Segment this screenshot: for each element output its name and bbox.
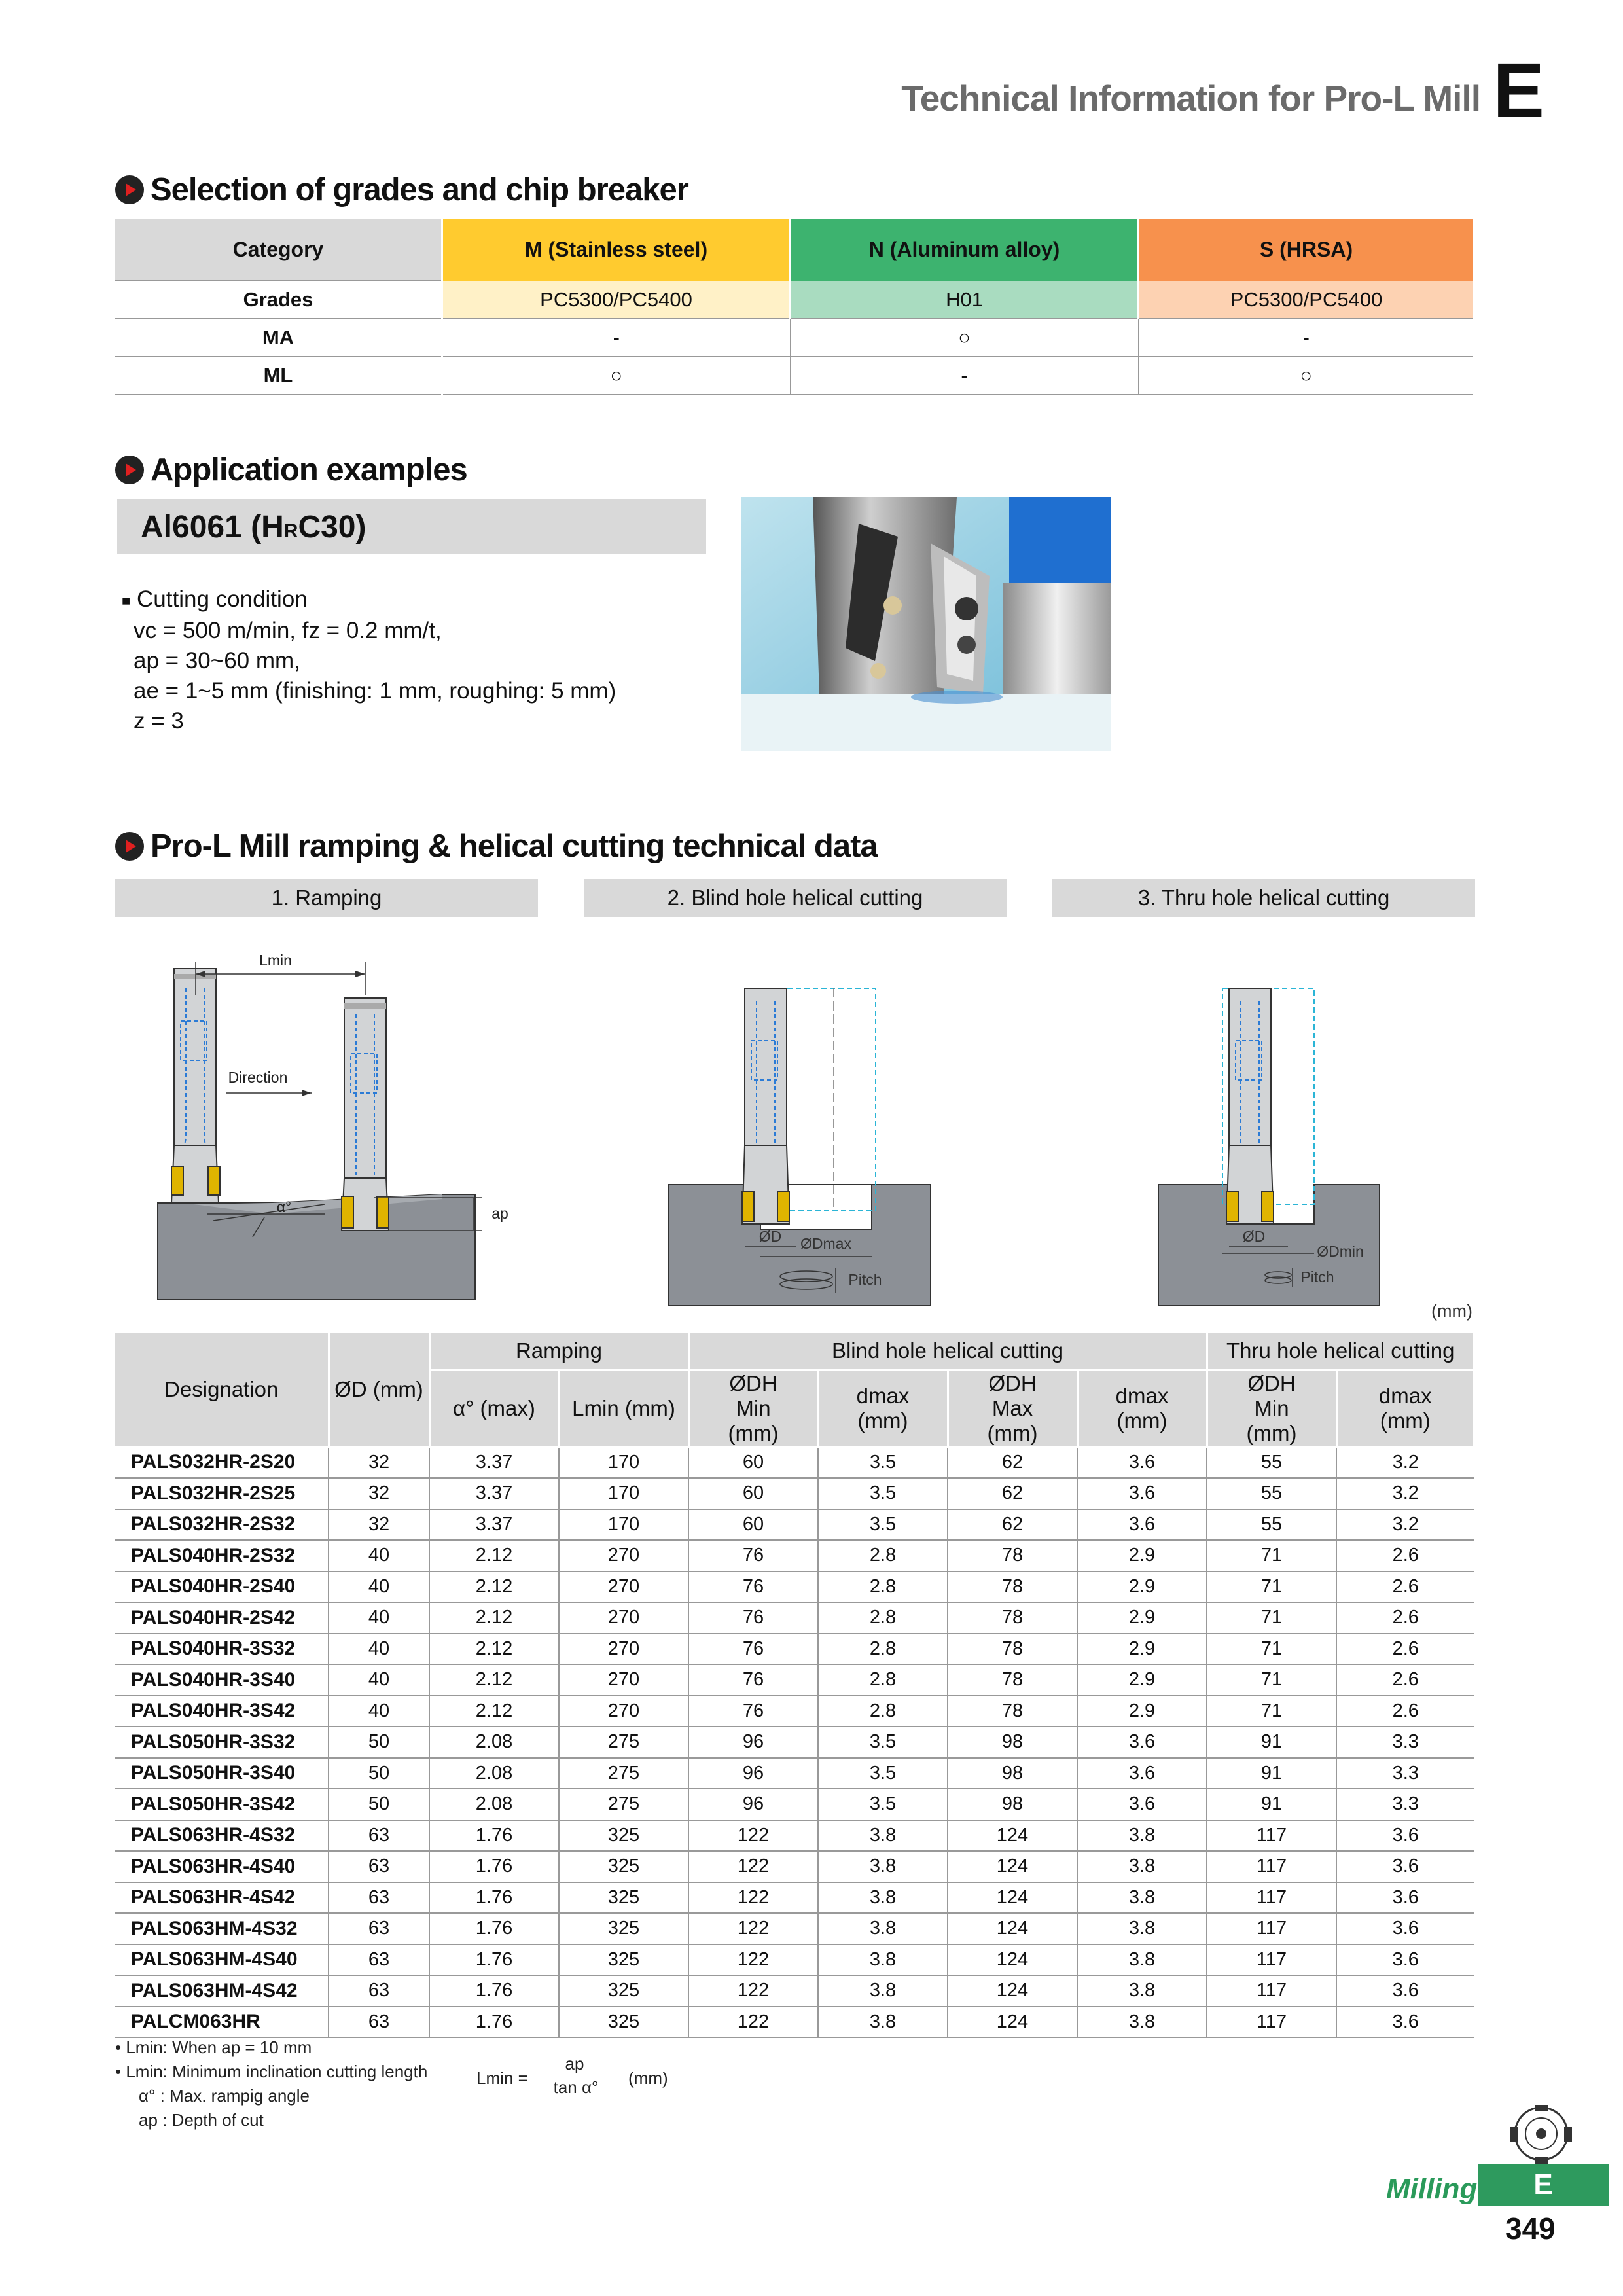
value-cell: 91	[1207, 1789, 1336, 1820]
cutter-icon	[1505, 2101, 1577, 2166]
value-cell: 2.8	[818, 1540, 948, 1571]
footer-chapter-tab: E	[1478, 2164, 1609, 2206]
value-cell: 32	[329, 1446, 429, 1478]
value-cell: 50	[329, 1727, 429, 1758]
designation-cell: PALS040HR-3S42	[115, 1696, 329, 1727]
value-cell: 2.8	[818, 1634, 948, 1665]
value-cell: 2.8	[818, 1602, 948, 1634]
table-row	[115, 1540, 1474, 1571]
value-cell: 96	[688, 1789, 818, 1820]
grades-cell: -	[1139, 319, 1474, 357]
value-cell: 2.12	[429, 1540, 559, 1571]
value-cell: 2.12	[429, 1602, 559, 1634]
unit-label: (mm)	[1431, 1301, 1472, 1321]
condition-line: vc = 500 m/min, fz = 0.2 mm/t,	[134, 617, 442, 643]
value-cell: 124	[948, 1820, 1077, 1852]
value-cell: 117	[1207, 1913, 1336, 1945]
value-cell: 3.6	[1077, 1446, 1207, 1478]
thru-hole-diagram	[1052, 923, 1475, 1309]
value-cell: 63	[329, 1975, 429, 2007]
designation-cell: PALS040HR-3S40	[115, 1664, 329, 1696]
value-cell: 1.76	[429, 1851, 559, 1882]
value-cell: 1.76	[429, 1820, 559, 1852]
grades-cell: H01	[791, 281, 1139, 319]
value-cell: 60	[688, 1509, 818, 1541]
value-cell: 3.8	[1077, 1913, 1207, 1945]
value-cell: 275	[559, 1789, 688, 1820]
value-cell: 62	[948, 1446, 1077, 1478]
value-cell: 3.5	[818, 1446, 948, 1478]
value-cell: 2.9	[1077, 1664, 1207, 1696]
value-cell: 2.12	[429, 1571, 559, 1603]
note-line: • Lmin: Minimum inclination cutting length	[115, 2062, 428, 2081]
value-cell: 117	[1207, 2007, 1336, 2038]
value-cell: 170	[559, 1509, 688, 1541]
table-row	[115, 1509, 1474, 1541]
grades-cell: PC5300/PC5400	[1139, 281, 1474, 319]
subheader-cell: ØDH Min (mm)	[1207, 1370, 1336, 1446]
label-direction: Direction	[228, 1069, 288, 1086]
label-ap: ap	[491, 1205, 508, 1222]
tool-shank	[344, 998, 386, 1178]
value-cell: 122	[688, 1913, 818, 1945]
value-cell: 63	[329, 1851, 429, 1882]
value-cell: 76	[688, 1664, 818, 1696]
grades-header-cell: M (Stainless steel)	[442, 219, 791, 281]
designation-cell: PALS063HR-4S32	[115, 1820, 329, 1852]
value-cell: 78	[948, 1634, 1077, 1665]
value-cell: 32	[329, 1509, 429, 1541]
value-cell: 3.6	[1077, 1789, 1207, 1820]
designation-cell: PALS040HR-2S32	[115, 1540, 329, 1571]
value-cell: 170	[559, 1446, 688, 1478]
grades-cell: PC5300/PC5400	[442, 281, 791, 319]
value-cell: 3.8	[1077, 1882, 1207, 1914]
value-cell: 2.9	[1077, 1571, 1207, 1603]
value-cell: 270	[559, 1540, 688, 1571]
table-row	[115, 1820, 1474, 1852]
value-cell: 3.2	[1336, 1478, 1474, 1509]
label-od: ØD	[758, 1228, 782, 1245]
value-cell: 3.6	[1077, 1509, 1207, 1541]
page-header-title: Technical Information for Pro-L Mill	[901, 78, 1480, 118]
value-cell: 71	[1207, 1664, 1336, 1696]
value-cell: 3.6	[1077, 1758, 1207, 1789]
value-cell: 2.6	[1336, 1540, 1474, 1571]
subheader-cell: ØDH Max (mm)	[948, 1370, 1077, 1446]
value-cell: 55	[1207, 1478, 1336, 1509]
material-label: Al6061 (HRC30)	[141, 509, 366, 545]
designation-cell: PALS040HR-2S42	[115, 1602, 329, 1634]
grades-row	[115, 281, 1474, 319]
grades-cell: ○	[1139, 357, 1474, 395]
insert	[742, 1191, 754, 1221]
value-cell: 71	[1207, 1634, 1336, 1665]
condition-title: ■ Cutting condition	[122, 586, 308, 612]
chapter-letter: E	[1493, 48, 1544, 134]
value-cell: 122	[688, 1975, 818, 2007]
designation-cell: PALS040HR-2S40	[115, 1571, 329, 1603]
table-row	[115, 1696, 1474, 1727]
grades-cell: ○	[791, 319, 1139, 357]
value-cell: 2.9	[1077, 1602, 1207, 1634]
value-cell: 78	[948, 1540, 1077, 1571]
technical-data-table	[115, 1333, 1475, 2038]
value-cell: 3.37	[429, 1509, 559, 1541]
value-cell: 270	[559, 1696, 688, 1727]
value-cell: 3.5	[818, 1789, 948, 1820]
value-cell: 40	[329, 1540, 429, 1571]
value-cell: 3.8	[818, 1945, 948, 1976]
grades-header-cell: Category	[115, 219, 442, 281]
value-cell: 124	[948, 1945, 1077, 1976]
designation-cell: PALS040HR-3S32	[115, 1634, 329, 1665]
value-cell: 40	[329, 1602, 429, 1634]
header-od: ØD (mm)	[329, 1333, 429, 1446]
value-cell: 3.8	[1077, 2007, 1207, 2038]
table-row	[115, 1913, 1474, 1945]
value-cell: 2.08	[429, 1789, 559, 1820]
value-cell: 71	[1207, 1696, 1336, 1727]
page-number: 349	[1505, 2212, 1556, 2246]
subheader-cell: dmax (mm)	[1336, 1370, 1474, 1446]
table-row	[115, 1758, 1474, 1789]
grades-cell: ○	[442, 357, 791, 395]
value-cell: 76	[688, 1602, 818, 1634]
value-cell: 3.8	[1077, 1975, 1207, 2007]
value-cell: 40	[329, 1696, 429, 1727]
section-title-grades: Selection of grades and chip breaker	[115, 171, 688, 208]
value-cell: 3.2	[1336, 1446, 1474, 1478]
value-cell: 60	[688, 1446, 818, 1478]
value-cell: 76	[688, 1634, 818, 1665]
designation-cell: PALS063HR-4S40	[115, 1851, 329, 1882]
header-blind-hole: Blind hole helical cutting	[688, 1333, 1207, 1370]
value-cell: 124	[948, 1975, 1077, 2007]
note-line: α° : Max. rampig angle	[139, 2086, 310, 2106]
subheader-cell: dmax (mm)	[1077, 1370, 1207, 1446]
designation-cell: PALS050HR-3S42	[115, 1789, 329, 1820]
value-cell: 117	[1207, 1882, 1336, 1914]
value-cell: 122	[688, 2007, 818, 2038]
value-cell: 117	[1207, 1851, 1336, 1882]
value-cell: 2.8	[818, 1571, 948, 1603]
value-cell: 325	[559, 1975, 688, 2007]
value-cell: 3.6	[1336, 1975, 1474, 2007]
value-cell: 2.6	[1336, 1634, 1474, 1665]
value-cell: 117	[1207, 1945, 1336, 1976]
table-row	[115, 1446, 1474, 1478]
grades-row	[115, 319, 1474, 357]
value-cell: 3.5	[818, 1478, 948, 1509]
value-cell: 78	[948, 1602, 1077, 1634]
value-cell: 76	[688, 1696, 818, 1727]
table-notes	[115, 2036, 427, 2132]
label-odmax: ØDmax	[800, 1235, 851, 1252]
value-cell: 78	[948, 1696, 1077, 1727]
value-cell: 2.12	[429, 1664, 559, 1696]
condition-line: ap = 30~60 mm,	[134, 647, 300, 673]
value-cell: 2.8	[818, 1664, 948, 1696]
value-cell: 3.8	[818, 1913, 948, 1945]
value-cell: 325	[559, 1913, 688, 1945]
condition-line: z = 3	[134, 708, 184, 734]
section-bullet-icon	[115, 832, 144, 861]
designation-cell: PALS050HR-3S32	[115, 1727, 329, 1758]
designation-cell: PALCM063HR	[115, 2007, 329, 2038]
grades-row-label: Grades	[115, 281, 442, 319]
value-cell: 270	[559, 1602, 688, 1634]
value-cell: 122	[688, 1851, 818, 1882]
value-cell: 2.6	[1336, 1664, 1474, 1696]
value-cell: 122	[688, 1945, 818, 1976]
note-line: ap : Depth of cut	[139, 2110, 264, 2130]
value-cell: 55	[1207, 1509, 1336, 1541]
value-cell: 71	[1207, 1540, 1336, 1571]
value-cell: 40	[329, 1571, 429, 1603]
value-cell: 98	[948, 1789, 1077, 1820]
designation-cell: PALS032HR-2S20	[115, 1446, 329, 1478]
value-cell: 96	[688, 1758, 818, 1789]
value-cell: 3.5	[818, 1758, 948, 1789]
value-cell: 98	[948, 1758, 1077, 1789]
insert	[1226, 1191, 1238, 1221]
value-cell: 71	[1207, 1602, 1336, 1634]
condition-line: ae = 1~5 mm (finishing: 1 mm, roughing: 5 mm)	[134, 677, 616, 704]
grades-table	[115, 219, 1475, 395]
value-cell: 270	[559, 1664, 688, 1696]
note-line: • Lmin: When ap = 10 mm	[115, 2037, 312, 2057]
value-cell: 78	[948, 1571, 1077, 1603]
value-cell: 3.6	[1336, 1851, 1474, 1882]
label-alpha: α°	[276, 1198, 292, 1215]
value-cell: 3.8	[818, 1851, 948, 1882]
value-cell: 325	[559, 1851, 688, 1882]
insert	[171, 1166, 183, 1195]
value-cell: 3.6	[1336, 1945, 1474, 1976]
value-cell: 124	[948, 1882, 1077, 1914]
table-row	[115, 1789, 1474, 1820]
grades-row	[115, 357, 1474, 395]
value-cell: 3.37	[429, 1478, 559, 1509]
value-cell: 325	[559, 2007, 688, 2038]
section-bullet-icon	[115, 456, 144, 484]
value-cell: 3.6	[1336, 1913, 1474, 1945]
section-title-application: Application examples	[115, 452, 467, 488]
table-row	[115, 1727, 1474, 1758]
table-row	[115, 1478, 1474, 1509]
value-cell: 3.6	[1336, 1882, 1474, 1914]
value-cell: 122	[688, 1882, 818, 1914]
value-cell: 2.9	[1077, 1634, 1207, 1665]
value-cell: 325	[559, 1820, 688, 1852]
label-lmin: Lmin	[259, 952, 292, 969]
value-cell: 275	[559, 1758, 688, 1789]
grades-cell: -	[791, 357, 1139, 395]
designation-cell: PALS032HR-2S25	[115, 1478, 329, 1509]
value-cell: 275	[559, 1727, 688, 1758]
value-cell: 124	[948, 1851, 1077, 1882]
ramping-diagram	[115, 923, 538, 1309]
value-cell: 2.9	[1077, 1696, 1207, 1727]
designation-cell: PALS032HR-2S32	[115, 1509, 329, 1541]
table-row	[115, 1634, 1474, 1665]
value-cell: 325	[559, 1945, 688, 1976]
value-cell: 325	[559, 1882, 688, 1914]
label-odmin: ØDmin	[1317, 1243, 1364, 1260]
value-cell: 3.3	[1336, 1789, 1474, 1820]
subheader-cell: α° (max)	[429, 1370, 559, 1446]
subheader-cell: Lmin (mm)	[559, 1370, 688, 1446]
table-row	[115, 1571, 1474, 1603]
table-row	[115, 1945, 1474, 1976]
value-cell: 3.8	[818, 1882, 948, 1914]
value-cell: 3.3	[1336, 1758, 1474, 1789]
designation-cell: PALS063HM-4S40	[115, 1945, 329, 1976]
value-cell: 3.8	[818, 1975, 948, 2007]
value-cell: 63	[329, 1882, 429, 1914]
tab-ramping: 1. Ramping	[115, 879, 538, 917]
designation-cell: PALS063HM-4S32	[115, 1913, 329, 1945]
value-cell: 117	[1207, 1820, 1336, 1852]
value-cell: 50	[329, 1789, 429, 1820]
designation-cell: PALS063HR-4S42	[115, 1882, 329, 1914]
value-cell: 63	[329, 1913, 429, 1945]
header-designation: Designation	[115, 1333, 329, 1446]
table-row	[115, 1602, 1474, 1634]
value-cell: 117	[1207, 1975, 1336, 2007]
grades-cell: -	[442, 319, 791, 357]
value-cell: 3.8	[818, 1820, 948, 1852]
value-cell: 2.08	[429, 1758, 559, 1789]
grades-row-label: ML	[115, 357, 442, 395]
tab-blind-hole: 2. Blind hole helical cutting	[584, 879, 1007, 917]
header-thru-hole: Thru hole helical cutting	[1207, 1333, 1474, 1370]
value-cell: 63	[329, 1945, 429, 1976]
value-cell: 91	[1207, 1758, 1336, 1789]
header-ramping: Ramping	[429, 1333, 688, 1370]
grades-header-cell: S (HRSA)	[1139, 219, 1474, 281]
value-cell: 50	[329, 1758, 429, 1789]
value-cell: 3.8	[1077, 1820, 1207, 1852]
label-pitch: Pitch	[1300, 1268, 1334, 1285]
value-cell: 60	[688, 1478, 818, 1509]
value-cell: 40	[329, 1664, 429, 1696]
grades-row-label: MA	[115, 319, 442, 357]
value-cell: 91	[1207, 1727, 1336, 1758]
subheader-cell: dmax (mm)	[818, 1370, 948, 1446]
grades-header-cell: N (Aluminum alloy)	[791, 219, 1139, 281]
value-cell: 2.6	[1336, 1571, 1474, 1603]
value-cell: 3.6	[1077, 1727, 1207, 1758]
value-cell: 63	[329, 2007, 429, 2038]
table-row	[115, 1882, 1474, 1914]
value-cell: 2.08	[429, 1727, 559, 1758]
value-cell: 32	[329, 1478, 429, 1509]
value-cell: 3.8	[818, 2007, 948, 2038]
cutting-condition	[122, 584, 616, 736]
value-cell: 96	[688, 1727, 818, 1758]
material-box	[117, 499, 706, 554]
value-cell: 1.76	[429, 1882, 559, 1914]
value-cell: 3.3	[1336, 1727, 1474, 1758]
designation-cell: PALS063HM-4S42	[115, 1975, 329, 2007]
value-cell: 270	[559, 1571, 688, 1603]
value-cell: 3.37	[429, 1446, 559, 1478]
value-cell: 55	[1207, 1446, 1336, 1478]
table-row	[115, 1851, 1474, 1882]
tab-thru-hole: 3. Thru hole helical cutting	[1052, 879, 1475, 917]
value-cell: 76	[688, 1540, 818, 1571]
value-cell: 3.8	[1077, 1851, 1207, 1882]
value-cell: 76	[688, 1571, 818, 1603]
value-cell: 3.2	[1336, 1509, 1474, 1541]
value-cell: 3.6	[1336, 1820, 1474, 1852]
value-cell: 3.6	[1336, 2007, 1474, 2038]
value-cell: 124	[948, 1913, 1077, 1945]
value-cell: 3.5	[818, 1727, 948, 1758]
value-cell: 78	[948, 1664, 1077, 1696]
value-cell: 40	[329, 1634, 429, 1665]
value-cell: 170	[559, 1478, 688, 1509]
subheader-cell: ØDH Min (mm)	[688, 1370, 818, 1446]
value-cell: 270	[559, 1634, 688, 1665]
table-row	[115, 2007, 1474, 2038]
table-row	[115, 1975, 1474, 2007]
value-cell: 1.76	[429, 2007, 559, 2038]
designation-cell: PALS050HR-3S40	[115, 1758, 329, 1789]
section-title-technical: Pro-L Mill ramping & helical cutting technical data	[115, 828, 878, 865]
label-od: ØD	[1242, 1228, 1266, 1245]
label-pitch: Pitch	[848, 1271, 882, 1288]
value-cell: 98	[948, 1727, 1077, 1758]
value-cell: 2.9	[1077, 1540, 1207, 1571]
blind-hole-diagram	[584, 923, 1007, 1309]
footer-section-name: Milling	[1386, 2173, 1478, 2205]
value-cell: 3.6	[1077, 1478, 1207, 1509]
value-cell: 2.6	[1336, 1696, 1474, 1727]
value-cell: 2.12	[429, 1696, 559, 1727]
value-cell: 122	[688, 1820, 818, 1852]
section-bullet-icon	[115, 175, 144, 204]
grades-header-row	[115, 219, 1474, 281]
value-cell: 1.76	[429, 1975, 559, 2007]
value-cell: 1.76	[429, 1913, 559, 1945]
value-cell: 2.12	[429, 1634, 559, 1665]
value-cell: 71	[1207, 1571, 1336, 1603]
value-cell: 62	[948, 1478, 1077, 1509]
table-row	[115, 1664, 1474, 1696]
value-cell: 3.8	[1077, 1945, 1207, 1976]
value-cell: 3.5	[818, 1509, 948, 1541]
value-cell: 1.76	[429, 1945, 559, 1976]
value-cell: 2.6	[1336, 1602, 1474, 1634]
value-cell: 63	[329, 1820, 429, 1852]
value-cell: 62	[948, 1509, 1077, 1541]
value-cell: 124	[948, 2007, 1077, 2038]
application-photo	[741, 497, 1111, 751]
value-cell: 2.8	[818, 1696, 948, 1727]
